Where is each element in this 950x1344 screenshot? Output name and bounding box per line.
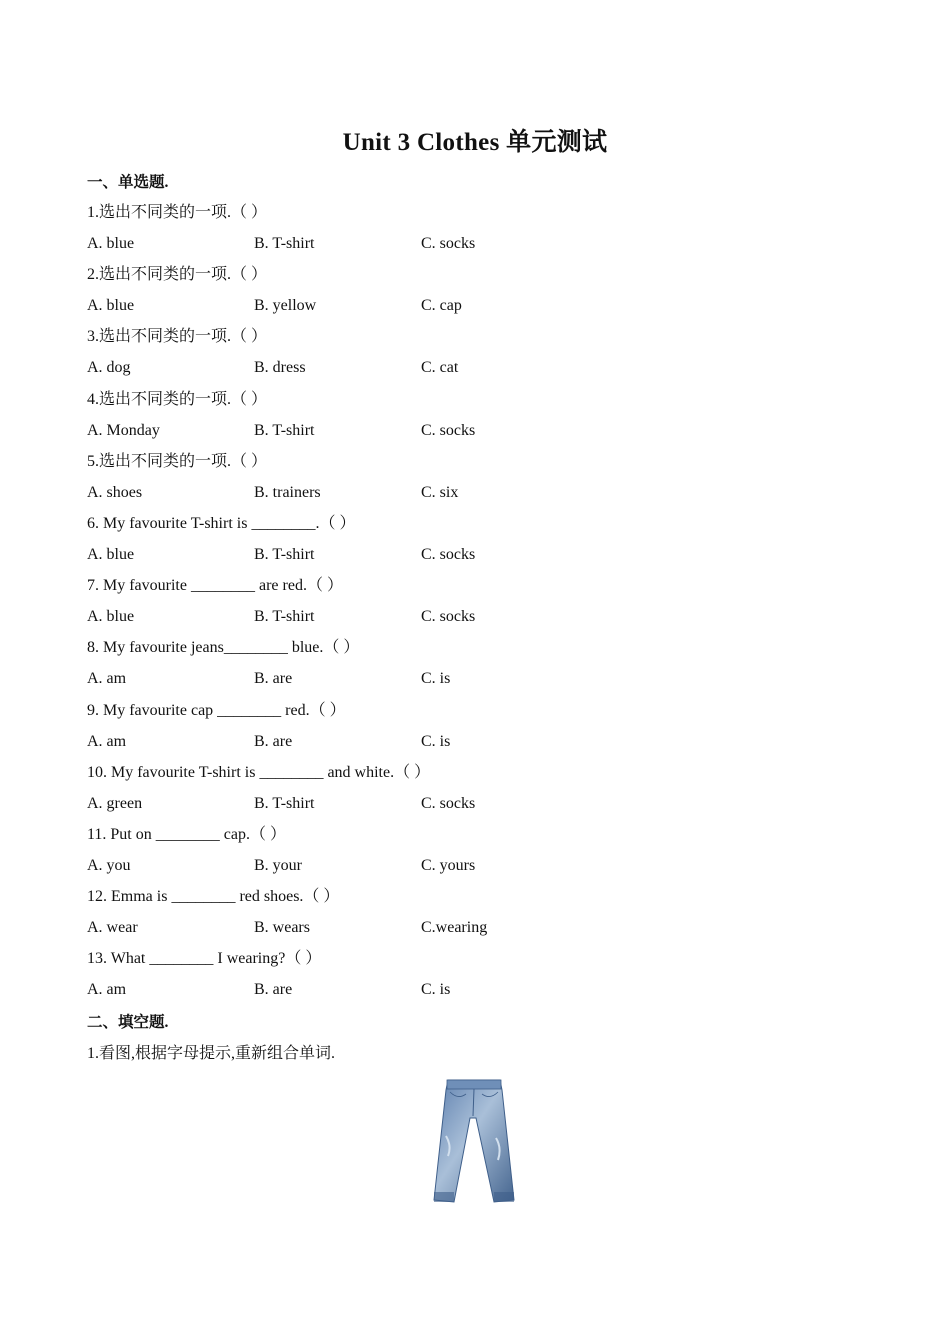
option-a: A. am: [87, 732, 127, 750]
option-b: B. dress: [254, 359, 306, 377]
option-b: B. are: [254, 732, 293, 750]
option-a: A. dog: [87, 359, 131, 377]
section-heading-single-choice: 一、单选题.: [87, 174, 169, 191]
option-c: C. yours: [421, 856, 476, 874]
option-a: A. you: [87, 856, 131, 874]
fill-instruction: 1.看图,根据字母提示,重新组合单词.: [87, 1045, 336, 1062]
option-b: B. trainers: [254, 483, 321, 501]
option-c: C. is: [421, 732, 451, 750]
option-a: A. blue: [87, 546, 135, 564]
option-c: C. socks: [421, 608, 476, 626]
question-options: [87, 354, 867, 385]
option-a: A. Monday: [87, 421, 160, 439]
section-heading-fill-blank: 二、填空题.: [87, 1014, 169, 1031]
option-b: B. are: [254, 981, 293, 999]
question-options: [87, 417, 867, 448]
question-options: [87, 665, 867, 696]
question-stem: 7. My favourite ________ are red.（ ）: [87, 577, 343, 595]
option-c: C. cap: [421, 297, 462, 315]
option-c: C. is: [421, 981, 451, 999]
option-a: A. blue: [87, 608, 135, 626]
option-c: C.wearing: [421, 919, 488, 937]
option-b: B. T-shirt: [254, 421, 315, 439]
option-a: A. blue: [87, 297, 135, 315]
option-a: A. green: [87, 794, 143, 812]
page-title: Unit 3 Clothes 单元测试: [342, 129, 608, 156]
question-stem: 9. My favourite cap ________ red.（ ）: [87, 701, 346, 719]
option-a: A. wear: [87, 919, 138, 937]
option-b: B. T-shirt: [254, 235, 315, 253]
question-options: [87, 852, 867, 883]
option-b: B. your: [254, 856, 302, 874]
question-stem: 1.选出不同类的一项.（ ）: [87, 204, 268, 221]
option-c: C. six: [421, 483, 459, 501]
question-options: [87, 790, 867, 821]
option-c: C. cat: [421, 359, 459, 377]
question-options: [87, 603, 867, 634]
option-c: C. socks: [421, 235, 476, 253]
option-b: B. yellow: [254, 297, 317, 315]
question-stem: 5.选出不同类的一项.（ ）: [87, 452, 268, 470]
question-stem: 10. My favourite T-shirt is ________ and white.（ ）: [87, 763, 431, 781]
question-options: [87, 976, 867, 1007]
question-stem: 2.选出不同类的一项.（ ）: [87, 266, 268, 284]
option-b: B. are: [254, 670, 293, 688]
option-b: B. T-shirt: [254, 546, 315, 564]
question-stem: 4.选出不同类的一项.（ ）: [87, 390, 268, 408]
option-b: B. T-shirt: [254, 608, 315, 626]
jeans-image: [424, 1076, 524, 1206]
question-stem: 13. What ________ I wearing?（ ）: [87, 950, 322, 968]
option-c: C. is: [421, 670, 451, 688]
question-options: [87, 728, 867, 759]
question-stem: 12. Emma is ________ red shoes.（ ）: [87, 888, 340, 906]
question-options: [87, 230, 867, 261]
question-options: [87, 914, 867, 945]
question-list: [87, 199, 867, 1007]
option-c: C. socks: [421, 794, 476, 812]
option-a: A. am: [87, 981, 127, 999]
question-options: [87, 292, 867, 323]
option-a: A. blue: [87, 235, 135, 253]
question-stem: 11. Put on ________ cap.（ ）: [87, 825, 286, 843]
question-options: [87, 541, 867, 572]
option-c: C. socks: [421, 546, 476, 564]
option-b: B. wears: [254, 919, 310, 937]
option-a: A. am: [87, 670, 127, 688]
question-stem: 3.选出不同类的一项.（ ）: [87, 328, 268, 346]
question-stem: 8. My favourite jeans________ blue.（ ）: [87, 639, 360, 657]
question-stem: 6. My favourite T-shirt is ________.（ ）: [87, 514, 356, 532]
option-b: B. T-shirt: [254, 794, 315, 812]
option-a: A. shoes: [87, 483, 143, 501]
question-options: [87, 479, 867, 510]
option-c: C. socks: [421, 421, 476, 439]
